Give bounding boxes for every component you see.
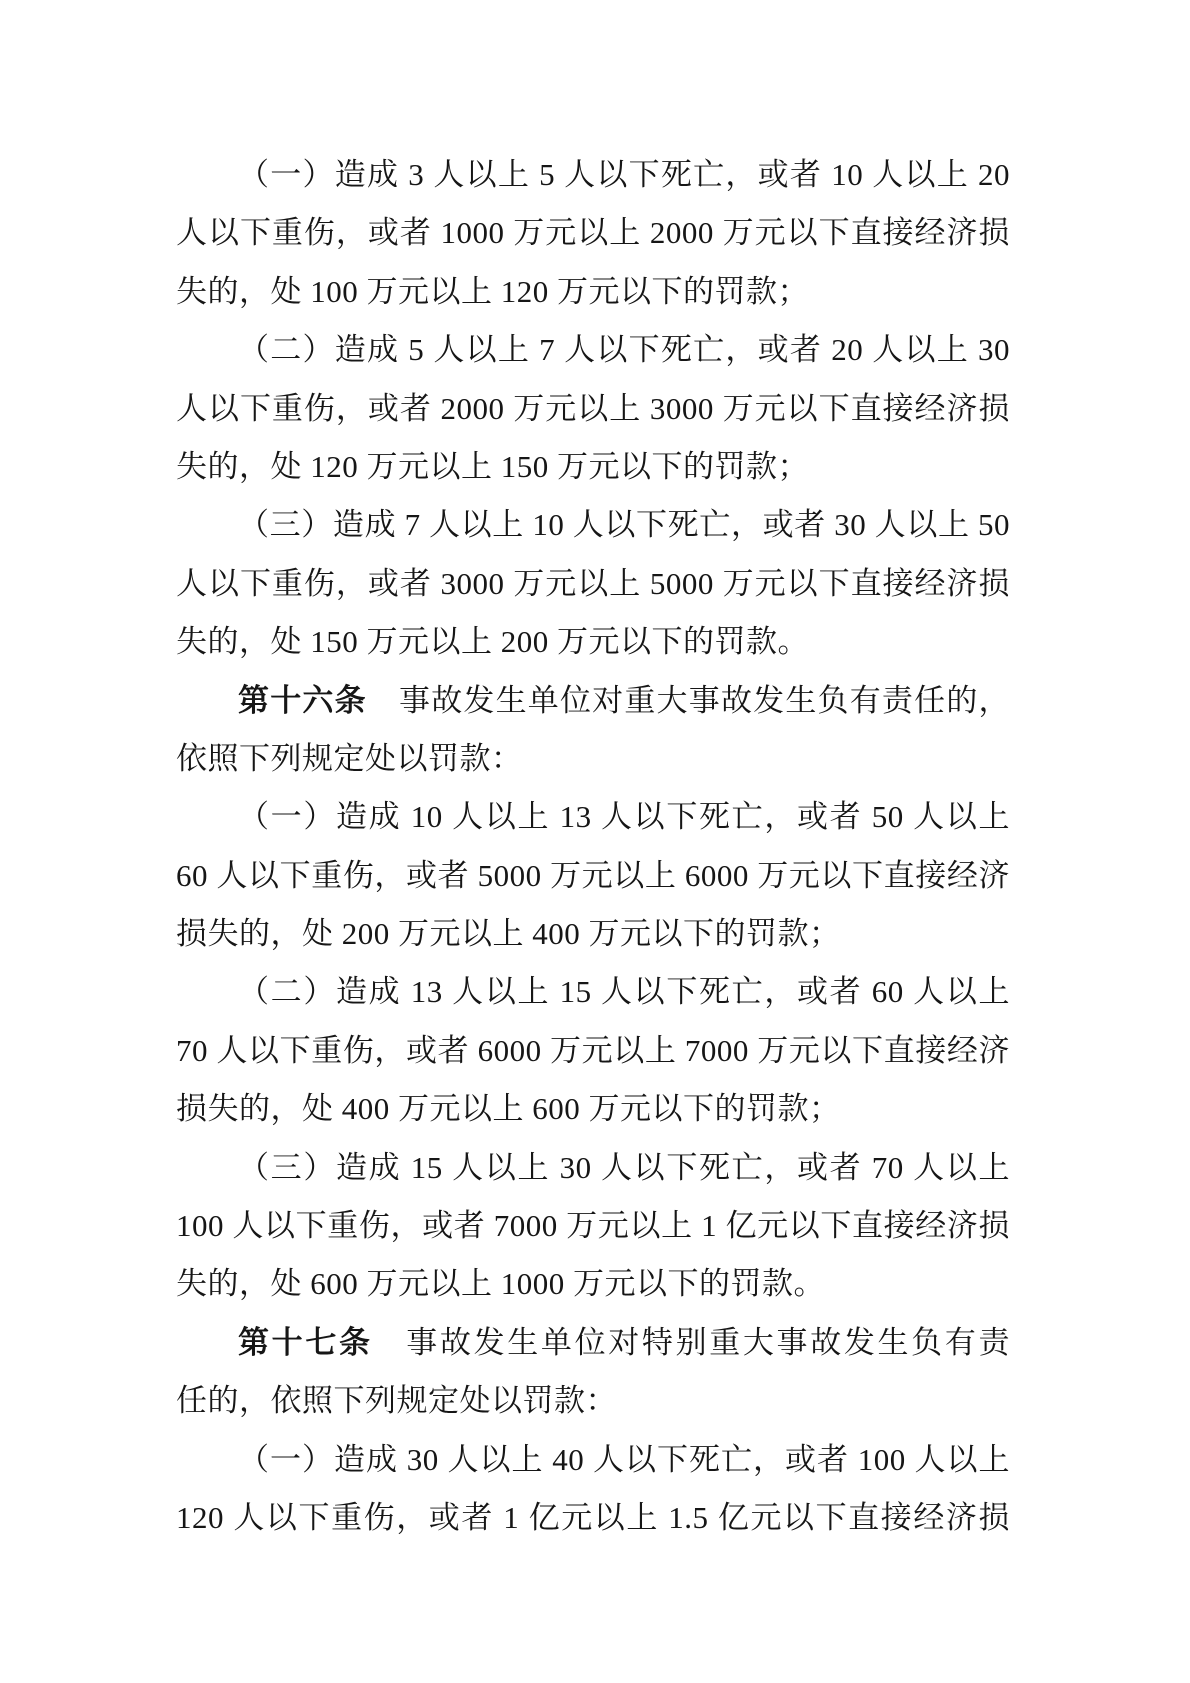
text-line [176, 847, 1010, 905]
article-number: 第十六条 [238, 682, 367, 718]
text-line [176, 905, 1010, 963]
document-body [176, 146, 1010, 1547]
line-text: （一）造成 10 人以上 13 人以下死亡，或者 50 人以上 [238, 799, 1010, 835]
text-line [176, 1314, 1010, 1372]
text-line [176, 963, 1010, 1021]
text-line [176, 1080, 1010, 1138]
line-text: 任的，依照下列规定处以罚款： [176, 1383, 617, 1419]
line-text: 损失的，处 400 万元以上 600 万元以下的罚款； [176, 1091, 841, 1127]
line-text: （一）造成 30 人以上 40 人以下死亡，或者 100 人以上 [238, 1441, 1010, 1477]
text-line [176, 788, 1010, 846]
text-line [176, 1372, 1010, 1430]
text-line [176, 1139, 1010, 1197]
article-number: 第十七条 [238, 1324, 373, 1360]
line-text: 失的，处 120 万元以上 150 万元以下的罚款； [176, 448, 809, 484]
line-text: （三）造成 7 人以上 10 人以下死亡，或者 30 人以上 50 [238, 507, 1010, 543]
line-text: 60 人以下重伤，或者 5000 万元以上 6000 万元以下直接经济 [176, 857, 1010, 893]
line-text: （三）造成 15 人以上 30 人以下死亡，或者 70 人以上 [238, 1149, 1010, 1185]
line-text: 人以下重伤，或者 1000 万元以上 2000 万元以下直接经济损 [176, 215, 1010, 251]
text-line [176, 1431, 1010, 1489]
text-line [176, 438, 1010, 496]
text-line [176, 1197, 1010, 1255]
text-line [176, 204, 1010, 262]
text-line [176, 1489, 1010, 1547]
text-line [176, 1022, 1010, 1080]
text-line [176, 1255, 1010, 1313]
text-line [176, 555, 1010, 613]
line-text: （一）造成 3 人以上 5 人以下死亡，或者 10 人以上 20 [238, 157, 1010, 192]
line-text: 人以下重伤，或者 2000 万元以上 3000 万元以下直接经济损 [176, 390, 1010, 426]
text-line [176, 613, 1010, 671]
line-text: 120 人以下重伤，或者 1 亿元以上 1.5 亿元以下直接经济损 [176, 1499, 1010, 1535]
text-line [176, 263, 1010, 321]
line-text: 事故发生单位对特别重大事故发生负有责 [372, 1324, 1011, 1360]
line-text: 70 人以下重伤，或者 6000 万元以上 7000 万元以下直接经济 [176, 1032, 1010, 1068]
line-text: 失的，处 600 万元以上 1000 万元以下的罚款。 [176, 1266, 825, 1302]
line-text: 失的，处 100 万元以上 120 万元以下的罚款； [176, 273, 809, 309]
line-text: 事故发生单位对重大事故发生负有责任的， [366, 682, 1011, 718]
line-text: 损失的，处 200 万元以上 400 万元以下的罚款； [176, 916, 841, 952]
line-text: 人以下重伤，或者 3000 万元以上 5000 万元以下直接经济损 [176, 565, 1010, 601]
line-text: （二）造成 13 人以上 15 人以下死亡，或者 60 人以上 [238, 974, 1010, 1010]
text-line [176, 321, 1010, 379]
line-text: 失的，处 150 万元以上 200 万元以下的罚款。 [176, 624, 809, 660]
line-text: 依照下列规定处以罚款： [176, 740, 523, 776]
text-line [176, 496, 1010, 554]
line-text: （二）造成 5 人以上 7 人以下死亡，或者 20 人以上 30 [238, 332, 1010, 368]
text-line [176, 672, 1010, 730]
line-text: 100 人以下重伤，或者 7000 万元以上 1 亿元以下直接经济损 [176, 1208, 1010, 1244]
text-line [176, 380, 1010, 438]
text-line [176, 730, 1010, 788]
text-line [176, 146, 1010, 204]
